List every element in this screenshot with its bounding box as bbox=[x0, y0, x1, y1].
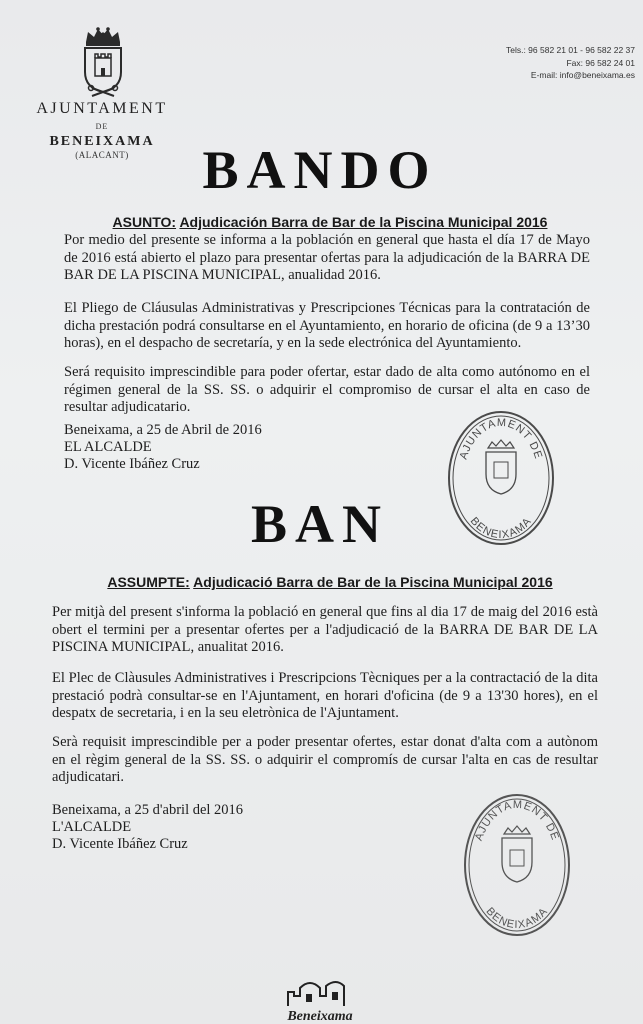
signature-va bbox=[52, 802, 352, 853]
paragraph-va-2: El Plec de Clàusules Administratives i Prescripcions Tècniques per a la contractació de la dita prestació podrà consultar-se en l'Ajuntament, en horari d'oficina (de 9 a 13'30 hores), en el despatx de secretaria, i en la seu eletrònica de l'Ajuntament. bbox=[52, 670, 598, 721]
title-bando: BANDO bbox=[202, 140, 438, 200]
contact-block bbox=[506, 44, 635, 82]
coat-of-arms-icon bbox=[80, 26, 126, 98]
paragraph-va-3: Serà requisit imprescindible per a poder presentar ofertes, estar donat d'alta com a autònom en el règim general de la SS. SS. o adquirir el compromís de cursar l'alta en cas de resultar adjudicatari. bbox=[52, 734, 598, 785]
town-logo-icon bbox=[280, 976, 360, 1024]
subject-va bbox=[60, 574, 600, 590]
contact-email: E-mail: info@beneixama.es bbox=[530, 70, 635, 80]
role-va: L'ALCALDE bbox=[52, 819, 132, 835]
subject-label-va: ASSUMPTE: bbox=[107, 574, 190, 590]
subject-text-es: Adjudicación Barra de Bar de la Piscina Municipal 2016 bbox=[179, 214, 548, 230]
contact-fax: Fax: 96 582 24 01 bbox=[566, 57, 635, 68]
date-va: Beneixama, a 25 d'abril del 2016 bbox=[52, 802, 244, 818]
svg-text:AJUNTAMENT DE bbox=[473, 799, 561, 843]
org-province: (ALACANT) bbox=[75, 150, 129, 160]
stamp-bottom-text: BENEIXAMA bbox=[483, 905, 551, 932]
stamp-top-text: AJUNTAMENT DE bbox=[457, 416, 545, 461]
date-es: Beneixama, a 25 de Abril de 2016 bbox=[64, 422, 262, 438]
official-stamp-icon bbox=[446, 408, 556, 548]
paragraph-es-2: El Pliego de Cláusulas Administrativas y Prescripciones Técnicas para la contratación de dicha prestación podrá consultarse en el Ayuntamiento, en horario de oficina (de 9 a 13’30 horas), en el despacho de secretaría, y en la sede electrónica del Ayuntamiento. bbox=[64, 300, 590, 351]
mayor-name-va: D. Vicente Ibáñez Cruz bbox=[52, 836, 188, 852]
role-es: EL ALCALDE bbox=[64, 439, 152, 455]
subject-es bbox=[60, 214, 600, 230]
subject-label-es: ASUNTO: bbox=[112, 214, 177, 230]
paragraph-es-3: Será requisito imprescindible para poder ofertar, estar dado de alta como autónomo en el régimen general de la SS. SS. o adquirir el compromiso de cursar el alta en caso de resultar adjudicatario. bbox=[64, 364, 590, 415]
contact-phone: Tels.: 96 582 21 01 - 96 582 22 37 bbox=[505, 45, 635, 55]
org-town: BENEIXAMA bbox=[49, 134, 155, 149]
stamp-bottom-text: BENEIXAMA bbox=[467, 515, 535, 542]
org-preposition: DE bbox=[95, 122, 109, 131]
mayor-name-es: D. Vicente Ibáñez Cruz bbox=[64, 456, 200, 472]
official-stamp-icon bbox=[462, 790, 572, 940]
stamp-top-text: AJUNTAMENT DE bbox=[472, 798, 562, 843]
title-ban: BAN bbox=[250, 494, 389, 554]
paragraph-va-1: Per mitjà del present s'informa la població en general que fins al dia 17 de maig del 2016 està obert el termini per a presentar ofertes per a l'adjudicació de la BARRA DE BAR DE LA PISCINA MUNICIPAL, anualitat 2016. bbox=[52, 604, 598, 655]
footer-brand: Beneixama bbox=[287, 1009, 353, 1024]
signature-es bbox=[64, 422, 364, 473]
paragraph-es-1: Por medio del presente se informa a la población en general que hasta el día 17 de Mayo de 2016 está abierto el plazo para presentar ofertas para la adjudicación de la BARRA DE BAR DE LA PISCINA MUNICIPAL, anualidad 2016. bbox=[64, 232, 590, 283]
org-name: AJUNTAMENT bbox=[36, 100, 168, 117]
subject-text-va: Adjudicació Barra de Bar de la Piscina Municipal 2016 bbox=[193, 574, 553, 590]
